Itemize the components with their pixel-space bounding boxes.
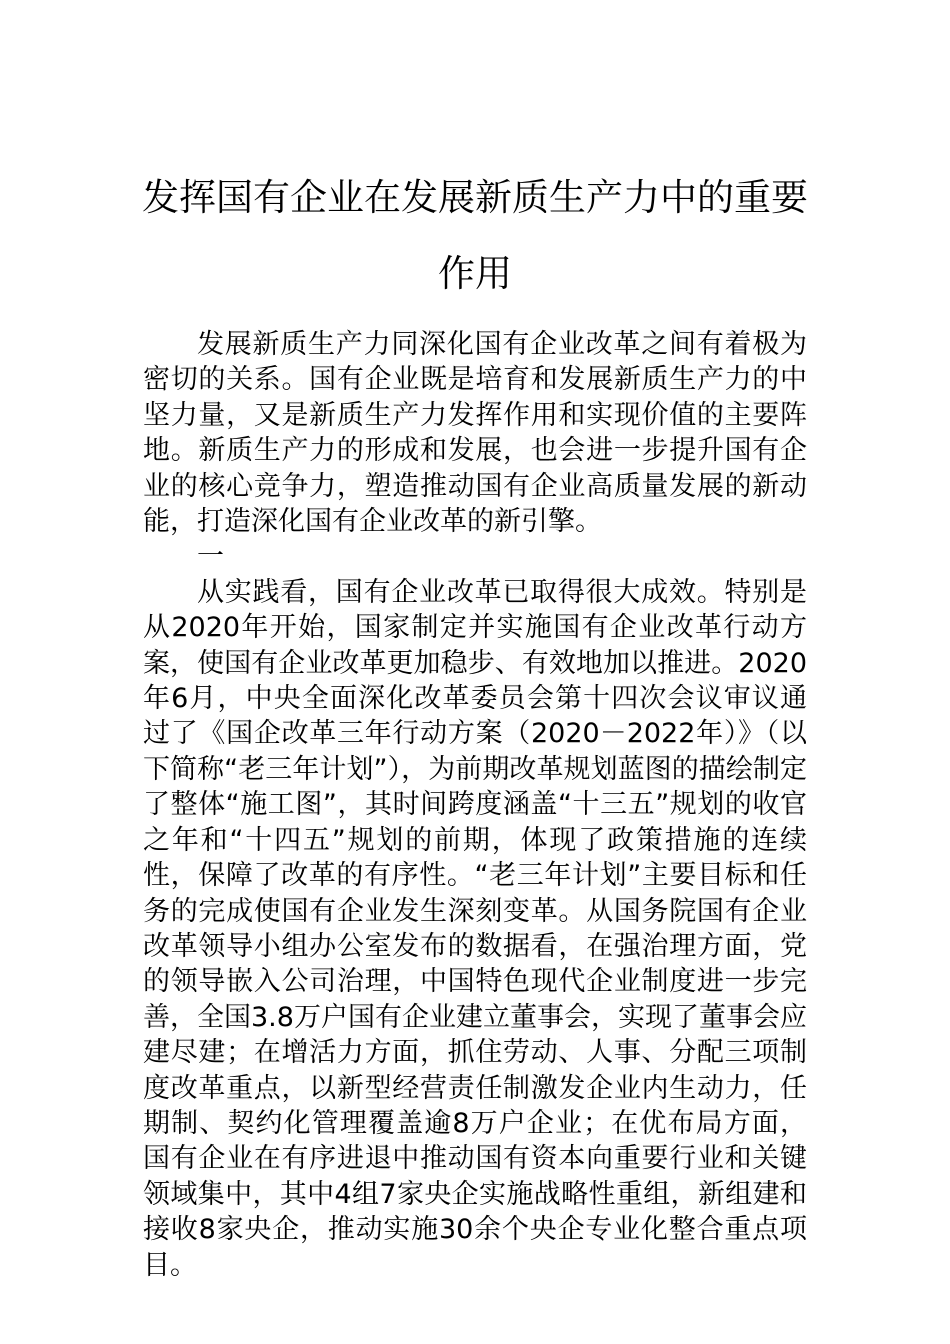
paragraph-practice: 从实践看，国有企业改革已取得很大成效。特别是从2020年开始，国家制定并实施国有企业改革行动方案，使国有企业改革更加稳步、有效地加以推进。2020年6月，中央全面深化改革委员会第十四次会议审议通过了《国企改革三年行动方案（2020－2022年）》（以下简称“老三年计划”），为前期改革规划蓝图的描绘制定了整体“施工图”，其时间跨度涵盖“十三五”规划的收官之年和“十四五”规划的前期，体现了政策措施的连续性，保障了改革的有序性。“老三年计划”主要目标和任务的完成使国有企业发生深刻变革。从国务院国有企业改革领导小组办公室发布的数据看，在强治理方面，党的领导嵌入公司治理，中国特色现代企业制度进一步完善，全国3.8万户国有企业建立董事会，实现了董事会应建尽建；在增活力方面，抓住劳动、人事、分配三项制度改革重点，以新型经营责任制激发企业内生动力，任期制、契约化管理覆盖逾8万户企业；在优布局方面，国有企业在有序进退中推动国有资本向重要行业和关键领域集中，其中4组7家央企实施战略性重组，新组建和接收8家央企，推动实施30余个央企专业化整合重点项目。 (143, 576, 807, 1281)
document-body (143, 327, 807, 1283)
section-heading: 一 (197, 541, 224, 573)
document-title: 发挥国有企业在发展新质生产力中的重要作用 (142, 176, 808, 295)
paragraph-intro: 发展新质生产力同深化国有企业改革之间有着极为密切的关系。国有企业既是培育和发展新质生产力的中坚力量，又是新质生产力发挥作用和实现价值的主要阵地。新质生产力的形成和发展，也会进一步提升国有企业的核心竞争力，塑造推动国有企业高质量发展的新动能，打造深化国有企业改革的新引擎。 (143, 329, 807, 538)
